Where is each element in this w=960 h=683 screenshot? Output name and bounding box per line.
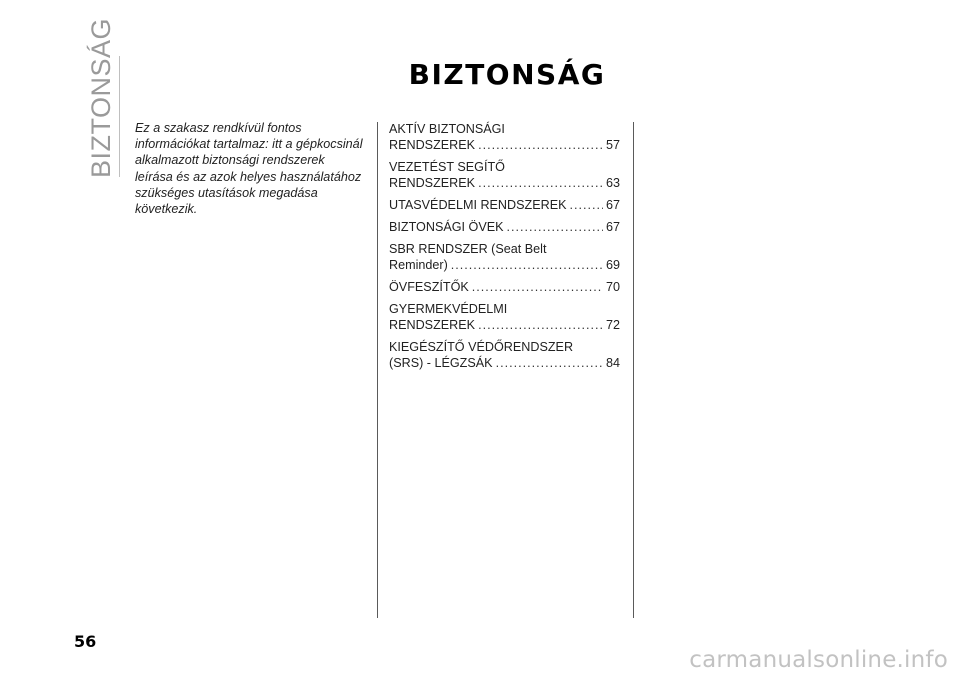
- page-title: BIZTONSÁG: [408, 58, 606, 91]
- toc-dot-leader: [478, 175, 603, 191]
- toc-page-number: 57: [605, 138, 620, 152]
- toc-dot-leader: [496, 355, 603, 371]
- toc-entry-title-cont: Reminder): [389, 258, 448, 272]
- page-number: 56: [74, 632, 97, 651]
- toc-dot-leader: [451, 257, 603, 273]
- toc-entry-title-cont: (SRS) - LÉGZSÁK: [389, 356, 493, 370]
- side-tab-label: BIZTONSÁG: [86, 17, 116, 178]
- toc-entry-pretensioners[interactable]: [389, 279, 620, 295]
- toc-entry-title-cont: RENDSZEREK: [389, 176, 476, 190]
- toc-entry-title: AKTÍV BIZTONSÁGI: [389, 122, 505, 136]
- toc-entry-sbr-system[interactable]: [389, 241, 620, 273]
- toc-page-number: 67: [605, 198, 620, 212]
- toc-entry-title: BIZTONSÁGI ÖVEK: [389, 220, 504, 234]
- toc-entry-title: SBR RENDSZER (Seat Belt: [389, 242, 547, 256]
- toc-page-number: 72: [605, 318, 620, 332]
- toc-entry-active-safety[interactable]: [389, 121, 620, 153]
- intro-text: Ez a szakasz rendkívül fontos információkat tartalmaz: itt a gépkocsinál alkalmazott biztonsági rendszerek leírása és az azok helyes használatához szükséges utasítások megadása következik.: [135, 121, 363, 217]
- toc-dot-leader: [478, 317, 603, 333]
- toc-entry-title: ÖVFESZÍTŐK: [389, 280, 469, 294]
- toc-entry-title-cont: RENDSZEREK: [389, 138, 476, 152]
- toc-dot-leader: [570, 197, 603, 213]
- toc-entry-driver-assist[interactable]: [389, 159, 620, 191]
- toc-page-number: 84: [605, 356, 620, 370]
- toc-entry-title: KIEGÉSZÍTŐ VÉDŐRENDSZER: [389, 340, 574, 354]
- toc-entry-occupant-protection[interactable]: [389, 197, 620, 213]
- left-column-divider: [377, 122, 378, 618]
- toc-entry-title: VEZETÉST SEGÍTŐ: [389, 160, 505, 174]
- toc-page-number: 69: [605, 258, 620, 272]
- toc-dot-leader: [472, 279, 603, 295]
- toc-page-number: 70: [605, 280, 620, 294]
- toc-entry-seat-belts[interactable]: [389, 219, 620, 235]
- toc-dot-leader: [478, 137, 603, 153]
- toc-entry-title-cont: RENDSZEREK: [389, 318, 476, 332]
- side-tab-divider: [119, 56, 120, 177]
- toc-page-number: 63: [605, 176, 620, 190]
- watermark: carmanualsonline.info: [689, 647, 948, 673]
- toc-entry-title: UTASVÉDELMI RENDSZEREK: [389, 198, 567, 212]
- toc-page-number: 67: [605, 220, 620, 234]
- table-of-contents: [389, 121, 620, 377]
- toc-dot-leader: [507, 219, 603, 235]
- toc-entry-title: GYERMEKVÉDELMI: [389, 302, 508, 316]
- right-column-divider: [633, 122, 634, 618]
- toc-entry-srs-airbag[interactable]: [389, 339, 620, 371]
- toc-entry-child-restraint[interactable]: [389, 301, 620, 333]
